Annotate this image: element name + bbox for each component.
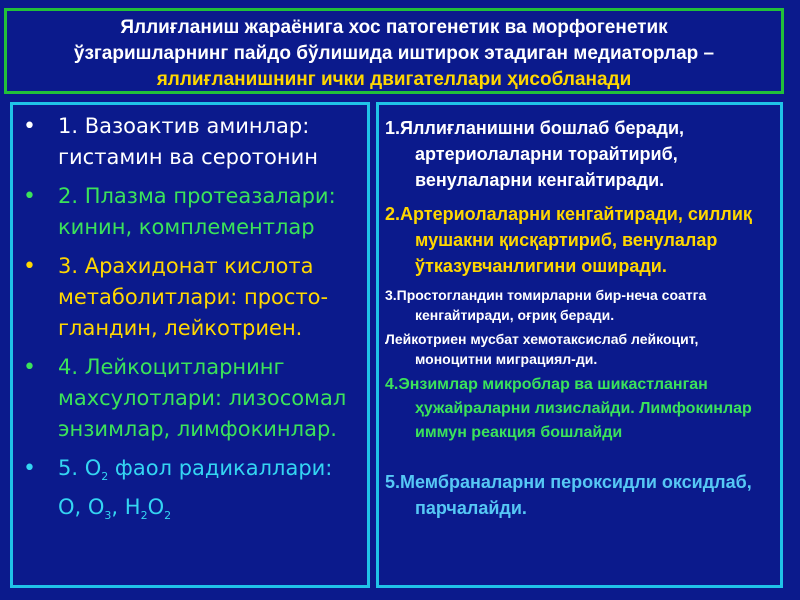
mediator-item-text: 4. Лейкоцитларнинг махсулотлари: лизосомал энзимлар, лимфокинлар. [58,355,347,441]
mediator-item-4 [21,352,357,445]
bullet-icon: • [23,254,36,279]
effect-item-3: 3.Простогландин томирларни бир-неча соатга кенгайтиради, оғриқ беради. [385,287,707,323]
title-line-1: Яллиғланиш жараёнига хос патогенетик ва морфогенетик [120,17,668,38]
mediator-list [21,111,357,531]
mediator-item-text: 2. Плазма протеазалари: кинин, комплементлар [58,184,336,239]
title-line-2: ўзгаришларнинг пайдо бўлишида иштирок этадиган медиаторлар – [73,43,715,64]
effect-item-2: 2.Артериолаларни кенгайтиради, силлиқ мушакни қисқартириб, венулалар ўтказувчанлигини оширади. [385,204,752,276]
bullet-icon: • [23,355,36,380]
effect-item-5: 5.Мембраналарни пероксидли оксидлаб, парчалайди. [385,472,752,518]
mediator-item-text: 3. Арахидонат кислота метаболитлари: просто-гландин, лейкотриен. [58,254,329,340]
effect-item-3b: Лейкотриен мусбат хемотаксислаб лейкоцит, моноцитни миграциял-ди. [385,331,699,367]
mediator-effects-panel [376,102,783,588]
bullet-icon: • [23,114,36,139]
bullet-icon: • [23,184,36,209]
mediator-item-3 [21,251,357,344]
spacer [385,445,774,469]
bullet-icon: • [23,456,36,481]
mediator-item-text: 1. Вазоактив аминлар: гистамин ва серотонин [58,114,318,169]
effect-item-1: 1.Яллиғланишни бошлаб беради, артериолаларни торайтириб, венулаларни кенгайтиради. [385,118,685,190]
title-line-3: яллиғланишнинг ички двигателлари ҳисобланади [156,69,632,90]
mediator-item-2 [21,181,357,243]
slide-title [4,8,784,94]
mediator-item-text: 5. $О_2$ фаол радикаллари: О, $О_3$, $Н_2О_2$ [58,456,333,523]
mediator-item-1 [21,111,357,173]
mediator-list-panel [10,102,370,588]
effect-item-4: 4.Энзимлар микроблар ва шикастланган ҳужайраларни лизислайди. Лимфокинлар иммун реакция бошлайди [385,376,752,441]
mediator-item-5 [21,453,357,531]
